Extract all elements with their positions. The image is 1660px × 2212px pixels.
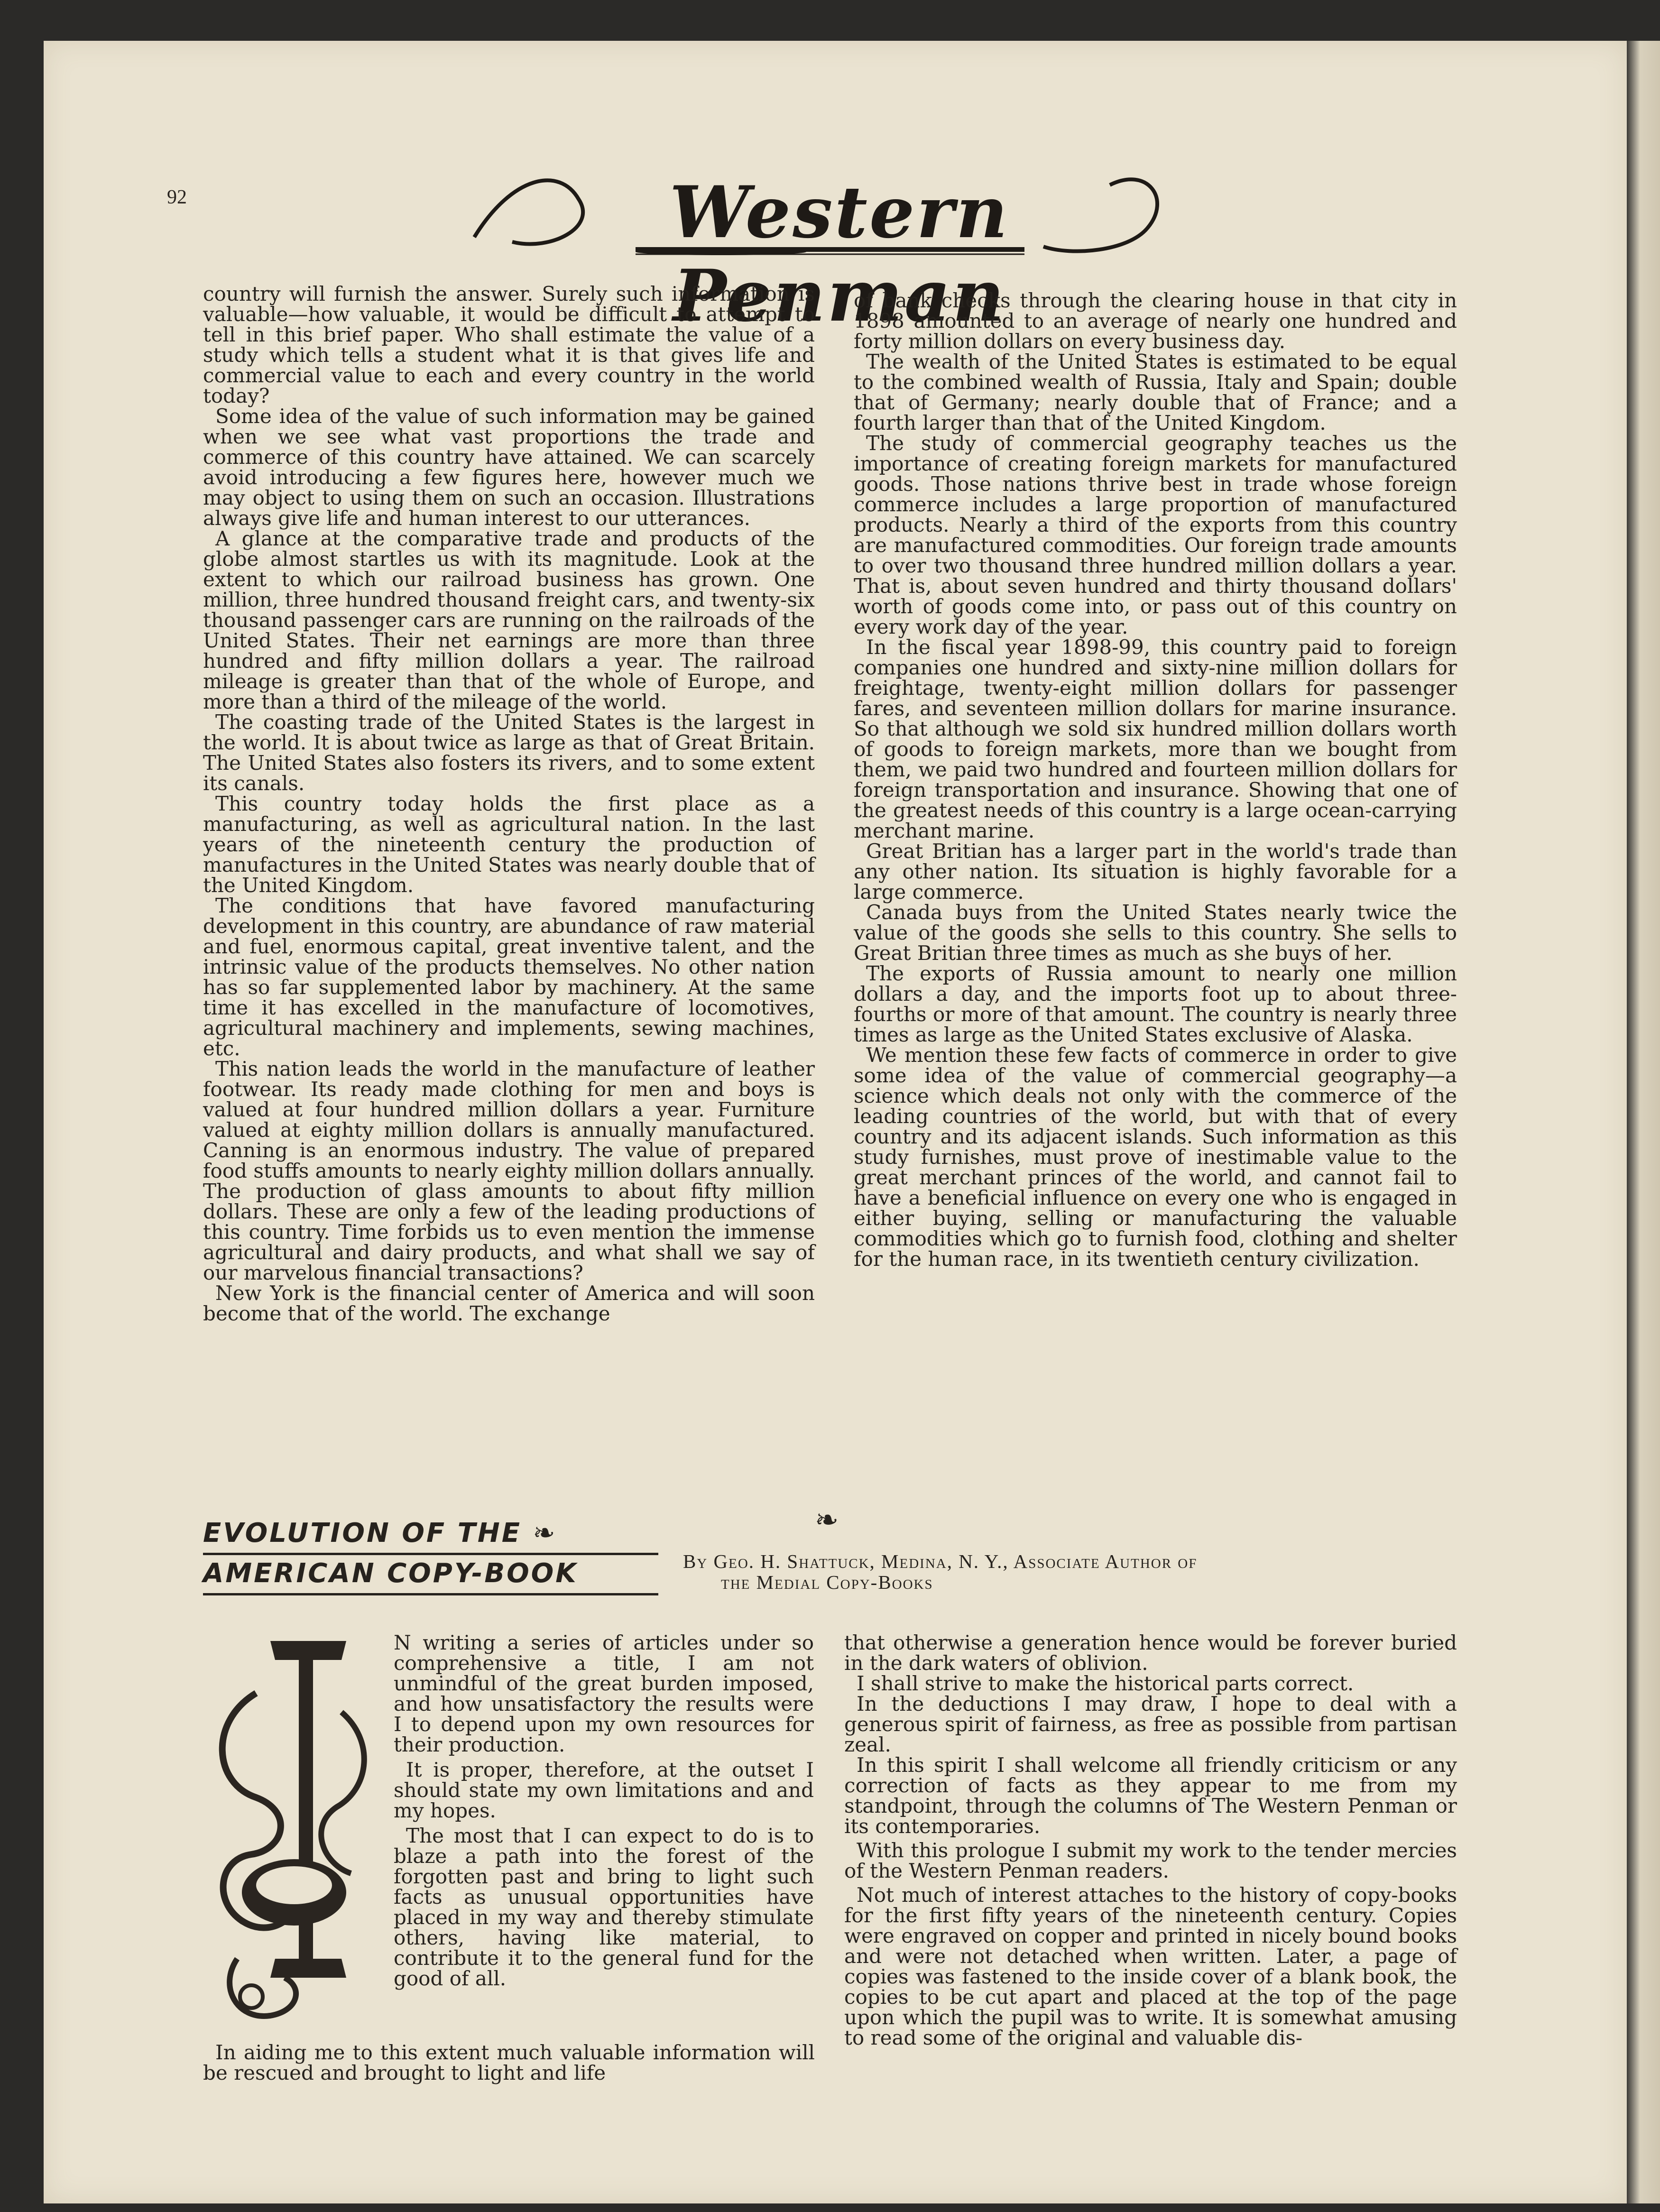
paragraph: N writing a series of articles under so comprehensive a title, I am not unmindful of the great burden imposed, and how unsatisfactory the results were I to depend upon my own resources for their production. [394,1631,814,1756]
essay-left-column [203,284,815,1324]
article-left-column-top [394,1632,814,1989]
paragraph: I shall strive to make the historical parts correct. [857,1672,1354,1695]
paragraph: of bank checks through the clearing house in that city in 1898 amounted to an average of nearly one hundred and forty million dollars on every business day. [854,289,1457,353]
paragraph: Great Britian has a larger part in the world's trade than any other nation. Its situation is highly favorable for a large commerce. [854,839,1457,903]
fleuron-separator-icon: ❧ [815,1503,839,1537]
title-rule [203,1593,658,1595]
paragraph: In this spirit I shall welcome all friendly criticism or any correction of facts as they appear to me from my standpoint, through the columns of The Western Penman or its contemporaries. [844,1753,1457,1838]
ornamental-drop-cap [199,1627,379,2035]
paragraph: The study of commercial geography teaches us the importance of creating foreign markets for manufactured goods. Those nations thrive best in trade whose foreign commerce includes a large proportion of manufactured products. Nearly a third of the exports from this country are manufactured commodities. Our foreign trade amounts to over two thousand three hundred million dollars a year. That is, about seven hundred and thirty thousand dollars' worth of goods come into, or pass out of this country on every work day of the year. [854,432,1457,638]
paragraph: Canada buys from the United States nearly twice the value of the goods she sells to this country. She sells to Great Britian three times as much as she buys of her. [854,901,1457,965]
paragraph: The wealth of the United States is estimated to be equal to the combined wealth of Russia, Italy and Spain; double that of Germany; nearly double that of France; and a fourth larger than that of the United Kingdom. [854,350,1457,434]
paragraph: A glance at the comparative trade and products of the globe almost startles us with its magnitude. Look at the extent to which our railroad business has grown. One million, three hundred thousand freight cars, and twenty-six thousand passenger cars are running on the railroads of the United States. Their net earnings are more than three hundred and fifty million dollars a year. The railroad mileage is greater than that of the whole of Europe, and more than a third of the mileage of the world. [203,527,815,713]
paragraph: Some idea of the value of such information may be gained when we see what vast proportions the trade and commerce of this country have attained. We can scarcely avoid introducing a few figures here, however much we may object to using them on such an occasion. Illustrations always give life and human interest to our utterances. [203,405,815,530]
title-rule [203,1553,658,1555]
title-ornament-icon: ❧ [533,1518,557,1548]
masthead [455,157,1176,338]
byline-line-1: By Geo. H. Shattuck, Medina, N. Y., Associate Author of [683,1550,1198,1572]
article-right-column [844,1632,1457,2048]
paragraph: The exports of Russia amount to nearly one million dollars a day, and the imports foot up to about three-fourths or more of that amount. The country is nearly three times as large as the United States exclusive of Alaska. [854,962,1457,1046]
paragraph: The coasting trade of the United States is the largest in the world. It is about twice as large as that of Great Britain. The United States also fosters its rivers, and to some extent its canals. [203,710,815,795]
paragraph: This nation leads the world in the manufacture of leather footwear. Its ready made clothing for men and boys is valued at four hundred million dollars a year. Furniture valued at eighty million dollars is annually manufactured. Canning is an enormous industry. The value of prepared food stuffs amounts to nearly eighty million dollars annually. The production of glass amounts to about fifty million dollars. These are only a few of the leading productions of this country. Time forbids us to even mention the immense agricultural and dairy products, and what shall we say of our marvelous financial transactions? [203,1057,815,1284]
masthead-title: Western Penman [669,171,1010,338]
paragraph: country will furnish the answer. Surely such information is valuable—how valuable, it would be difficult to attempt to tell in this brief paper. Who shall estimate the value of a study which tells a student what it is that gives life and commercial value to each and every country in the world today? [203,282,815,407]
paragraph: that otherwise a generation hence would be forever buried in the dark waters of oblivion. [844,1631,1457,1675]
title-line-1: EVOLUTION OF THE [203,1518,522,1548]
article-left-column-bottom [203,2042,815,2083]
paragraph: Not much of interest attaches to the history of copy-books for the first fifty years of the nineteenth century. Copies were engraved on copper and printed in nicely bound books and were not detached when written. Later, a page of copies was fastened to the inside cover of a blank book, the copies to be cut apart and placed at the top of the page upon which the pupil was to write. It is somewhat amusing to read some of the original and valuable dis- [844,1883,1457,2049]
next-page-edge [1627,41,1660,2203]
paragraph: With this prologue I submit my work to the tender mercies of the Western Penman readers. [844,1839,1457,1882]
article-title [203,1518,668,1598]
paragraph: The most that I can expect to do is to blaze a path into the forest of the forgotten past and bring to light such facts as unusual opportunities have placed in my way and thereby stimulate others, having like material, to contribute it to the general fund for the good of all. [394,1824,814,1990]
paragraph: In the deductions I may draw, I hope to deal with a generous spirit of fairness, as free as possible from partisan zeal. [844,1692,1457,1756]
paragraph: New York is the financial center of America and will soon become that of the world. The exchange [203,1281,815,1325]
title-line-2: AMERICAN COPY-BOOK [203,1558,578,1589]
paragraph: In aiding me to this extent much valuable information will be rescued and brought to light and life [203,2041,815,2084]
paragraph: It is proper, therefore, at the outset I should state my own limitations and and my hopes. [394,1758,814,1822]
byline-line-2: the Medial Copy-Books [721,1571,933,1593]
paragraph: This country today holds the first place as a manufacturing, as well as agricultural nation. In the last years of the nineteenth century the production of manufactures in the United States was nearly double that of the United Kingdom. [203,792,815,897]
essay-right-column [854,290,1457,1269]
paragraph: The conditions that have favored manufacturing development in this country, are abundance of raw material and fuel, enormous capital, great inventive talent, and the intrinsic value of the products themselves. No other nation has so far supplemented labor by machinery. At the same time it has excelled in the manufacture of locomotives, agricultural machinery and implements, sewing machines, etc. [203,894,815,1060]
paragraph: We mention these few facts of commerce in order to give some idea of the value of commercial geography—a science which deals not only with the commerce of the leading countries of the world, but with that of every country and its adjacent islands. Such information as this study furnishes, must prove of inestimable value to the great merchant princes of the world, and cannot fail to have a beneficial influence on every one who is engaged in either buying, selling or manufacturing the valuable commodities which go to furnish food, clothing and shelter for the human race, in its twentieth century civilization. [854,1043,1457,1271]
page-number: 92 [167,186,187,208]
drop-cap-ornament-icon [199,1627,379,2035]
paragraph: In the fiscal year 1898-99, this country paid to foreign companies one hundred and sixty-nine million dollars for freightage, twenty-eight million dollars for passenger fares, and seventeen million dollars for marine insurance. So that although we sold six hundred million dollars worth of goods to foreign markets, more than we bought from them, we paid two hundred and fourteen million dollars for foreign transportation and insurance. Showing that one of the greatest needs of this country is a large ocean-carrying merchant marine. [854,636,1457,842]
article-byline [683,1551,1461,1593]
